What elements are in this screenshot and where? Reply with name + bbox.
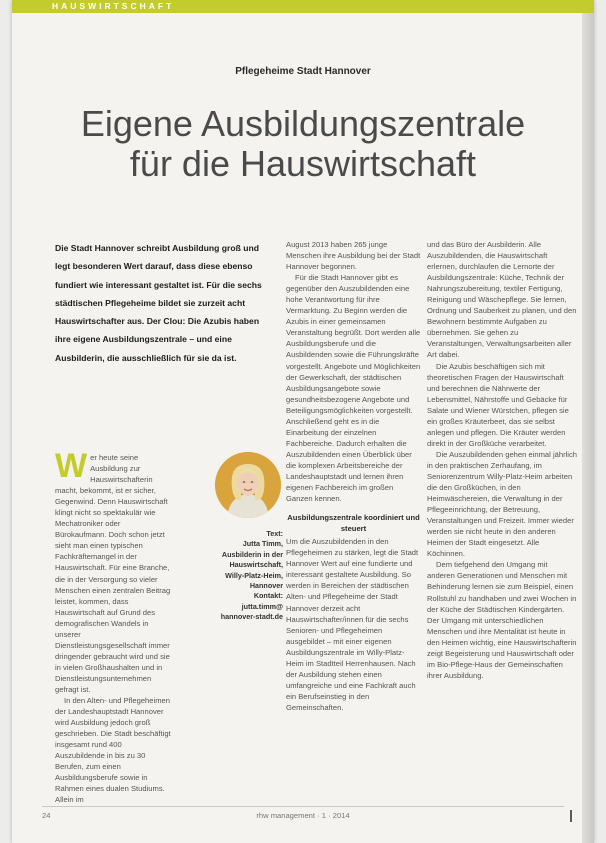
caption-line: Kontakt: bbox=[253, 591, 283, 601]
caption-line: Hauswirtschaft, bbox=[229, 560, 283, 570]
section-header-band bbox=[12, 0, 594, 13]
text-column-1 bbox=[55, 447, 173, 806]
article-kicker: Pflegeheime Stadt Hannover bbox=[235, 66, 371, 77]
column-2-subheading: Ausbildungszentrale koordiniert und steuert bbox=[287, 513, 420, 534]
text-column-3 bbox=[427, 239, 577, 681]
magazine-footer: rhw management · 1 · 2014 bbox=[256, 811, 350, 820]
caption-line: Hannover bbox=[249, 581, 283, 591]
column-3-paragraph-3: Die Auszubildenden gehen einmal jährlich in den praktischen Zerhaufang, im Seniorenzentrum Willy-Platz-Heim arbeiten die den Großküchen, in den Heimwäschereien, die Verwaltung in der Pflegeeinrichtung, der Betreuung, Veranstaltungen und Freizeit. Immer wieder werden sie nicht heute in den anderen Heimen der Stadt eingesetzt. Alle Köchinnen. bbox=[427, 449, 577, 559]
author-portrait-photo bbox=[215, 452, 281, 518]
end-marker bbox=[570, 810, 572, 822]
page-number: 24 bbox=[42, 811, 51, 820]
title-line-1: Eigene Ausbildungszentrale bbox=[80, 103, 526, 144]
column-3-paragraph-2: Die Azubis beschäftigen sich mit theoretischen Fragen der Hauswirtschaft und berechnen die Nährwerte der Lebensmittel, Nährstoffe und Gebäcke für Salate und Wiener Würstchen, pflegen sie ein großes Kräuterbeet, das sie selbst anlegen und pflegen. Die Kräuter werden direkt in der Großküche verarbeitet. bbox=[427, 361, 569, 448]
drop-cap: W bbox=[55, 447, 88, 485]
column-1-paragraph-2: In den Alten- und Pflegeheimen der Landeshauptstadt Hannover wird Ausbildung jedoch groß geschrieben. Die Stadt beschäftigt insgesamt rund 400 Auszubildende in bis zu 30 Berufen, zum einen Ausbildungsberufe sowie in Rahmen eines dualen Studiums. Allein im bbox=[55, 696, 171, 805]
text-column-2 bbox=[286, 239, 421, 713]
caption-line: hannover-stadt.de bbox=[220, 612, 283, 622]
page-fold bbox=[582, 0, 594, 843]
column-3-paragraph-4: Dem tiefgehend den Umgang mit anderen Generationen und Menschen mit Behinderung lernen sie zum Beispiel, einen Rollstuhl zu handhaben und zwei Wochen in der Küche der Städtischen Kindergärten. Der Umgang mit unterschiedlichen Menschen und ihre Mentalität ist heute in den Heimen wichtig, eine Hauswirtschafterin zeigt Begeisterung und Hauswirtschaft oder im Bio-Pflege-Haus der Gemeinschaften ihrer Ausbildung. bbox=[427, 560, 577, 680]
column-1-paragraph-1: er heute seine Ausbildung zur Hauswirtschafterin macht, bekommt, ist er sicher, Gegenwind. Denn Hauswirtschaft klingt nicht so spektakulär wie Mechatroniker oder Bürokaufmann. Doch schon jetzt sieht man einen typischen Fachkräftemangel in der Hauswirtschaft. Für eine Branche, die in der Versorgung so vieler Menschen einen zentralen Beitrag leistet, kommen, dass Hauswirtschaft auf Grund des demografischen Wandels in unserer Dienstleistungsgesellschaft immer dringender gebraucht wird und sie in vielen Großhaushalten und in Dienstleistungsunternehmen gefragt ist. bbox=[55, 453, 171, 694]
article-title bbox=[42, 104, 564, 184]
magazine-page bbox=[12, 0, 594, 843]
portrait-photo-icon bbox=[215, 452, 281, 518]
footer-divider bbox=[42, 806, 564, 807]
column-2-paragraph-1: August 2013 haben 265 junge Menschen ihre Ausbildung bei der Stadt Hannover begonnen. bbox=[286, 240, 421, 272]
section-label: HAUSWIRTSCHAFT bbox=[52, 1, 175, 11]
column-2-paragraph-3: Um die Auszubildenden in den Pflegeheimen zu stärken, legt die Stadt Hannover Wert auf eine fundierte und interessant gestaltete Ausbildung. So werden in Bereichen der städtischen Alten- und Pflegeheime der Stadt Hannover derzeit acht Hauswirtschafter/innen für die sechs Senioren- und Pflegeheimen ausgebildet – mit einer eigenen Ausbildungszentrale im Willy-Platz-Heim im Stadtteil Herrenhausen. Nach der Ausbildung stehen einen umfangreiche und eine Fachkraft auch ein Berufseinstieg in den Gemeinschaften. bbox=[286, 537, 419, 712]
column-3-paragraph-1: und das Büro der Ausbilderin. Alle Auszubildenden, die Hauswirtschaft erlernen, durchlaufen die Lernorte der Ausbildungszentrale: Küche, Technik der Nahrungszubereitung, textiler Fertigung, Reinigung und Wäschepflege. Sie lernen, Ordnung und Sauberkeit zu planen, und den Bewohnern bestimmte Aufgaben zu übernehmen. Sie gehen zu Veranstaltungen, Verwaltungsarbeiten aller Art dabei. bbox=[427, 240, 577, 360]
title-line-2: für die Hauswirtschaft bbox=[129, 143, 477, 184]
article-lead: Die Stadt Hannover schreibt Ausbildung groß und legt besonderen Wert darauf, dass diese ebenso fundiert wie interessant gestaltet ist. Für die sechs städtischen Pflegeheime bildet sie zurzeit acht Hauswirtschafter aus. Der Clou: Die Azubis haben ihre eigene Ausbildungszentrale – und eine Ausbilderin, die ausschließlich für sie da ist. bbox=[55, 243, 262, 363]
column-2-paragraph-2: Für die Stadt Hannover gibt es gegenüber den Auszubildenden eine hohe Verantwortung für ihre Vermarktung. Zu Beginn werden die Azubis in einer gemeinsamen Veranstaltung begrüßt. Dort werden alle Ausbildungsberufe und die Ausbildenden sowie die Führungskräfte vorgestellt. Angebote und Möglichkeiten der Gewerkschaft, der städtischen Ausbildungsangebote sowie gesundheitsbezogene Angebote und Beteiligungsmöglichkeiten vorgestellt. Anschließend geht es in die Einarbeitung der einzelnen Fachbereiche. Dadurch erhalten die Auszubildenden einen Überblick über die komplexen Arbeitsbereiche der Landeshauptstadt und lernen ihren eigenen Fachbereich im großen Ganzen kennen. bbox=[286, 273, 421, 504]
caption-line: Willy-Platz-Heim, bbox=[225, 570, 283, 580]
author-caption bbox=[187, 529, 283, 623]
caption-line: Ausbilderin in der bbox=[221, 549, 283, 559]
caption-line: Text: bbox=[266, 529, 283, 538]
caption-line: jutta.timm@ bbox=[241, 601, 283, 611]
caption-line: Jutta Timm, bbox=[242, 539, 283, 549]
